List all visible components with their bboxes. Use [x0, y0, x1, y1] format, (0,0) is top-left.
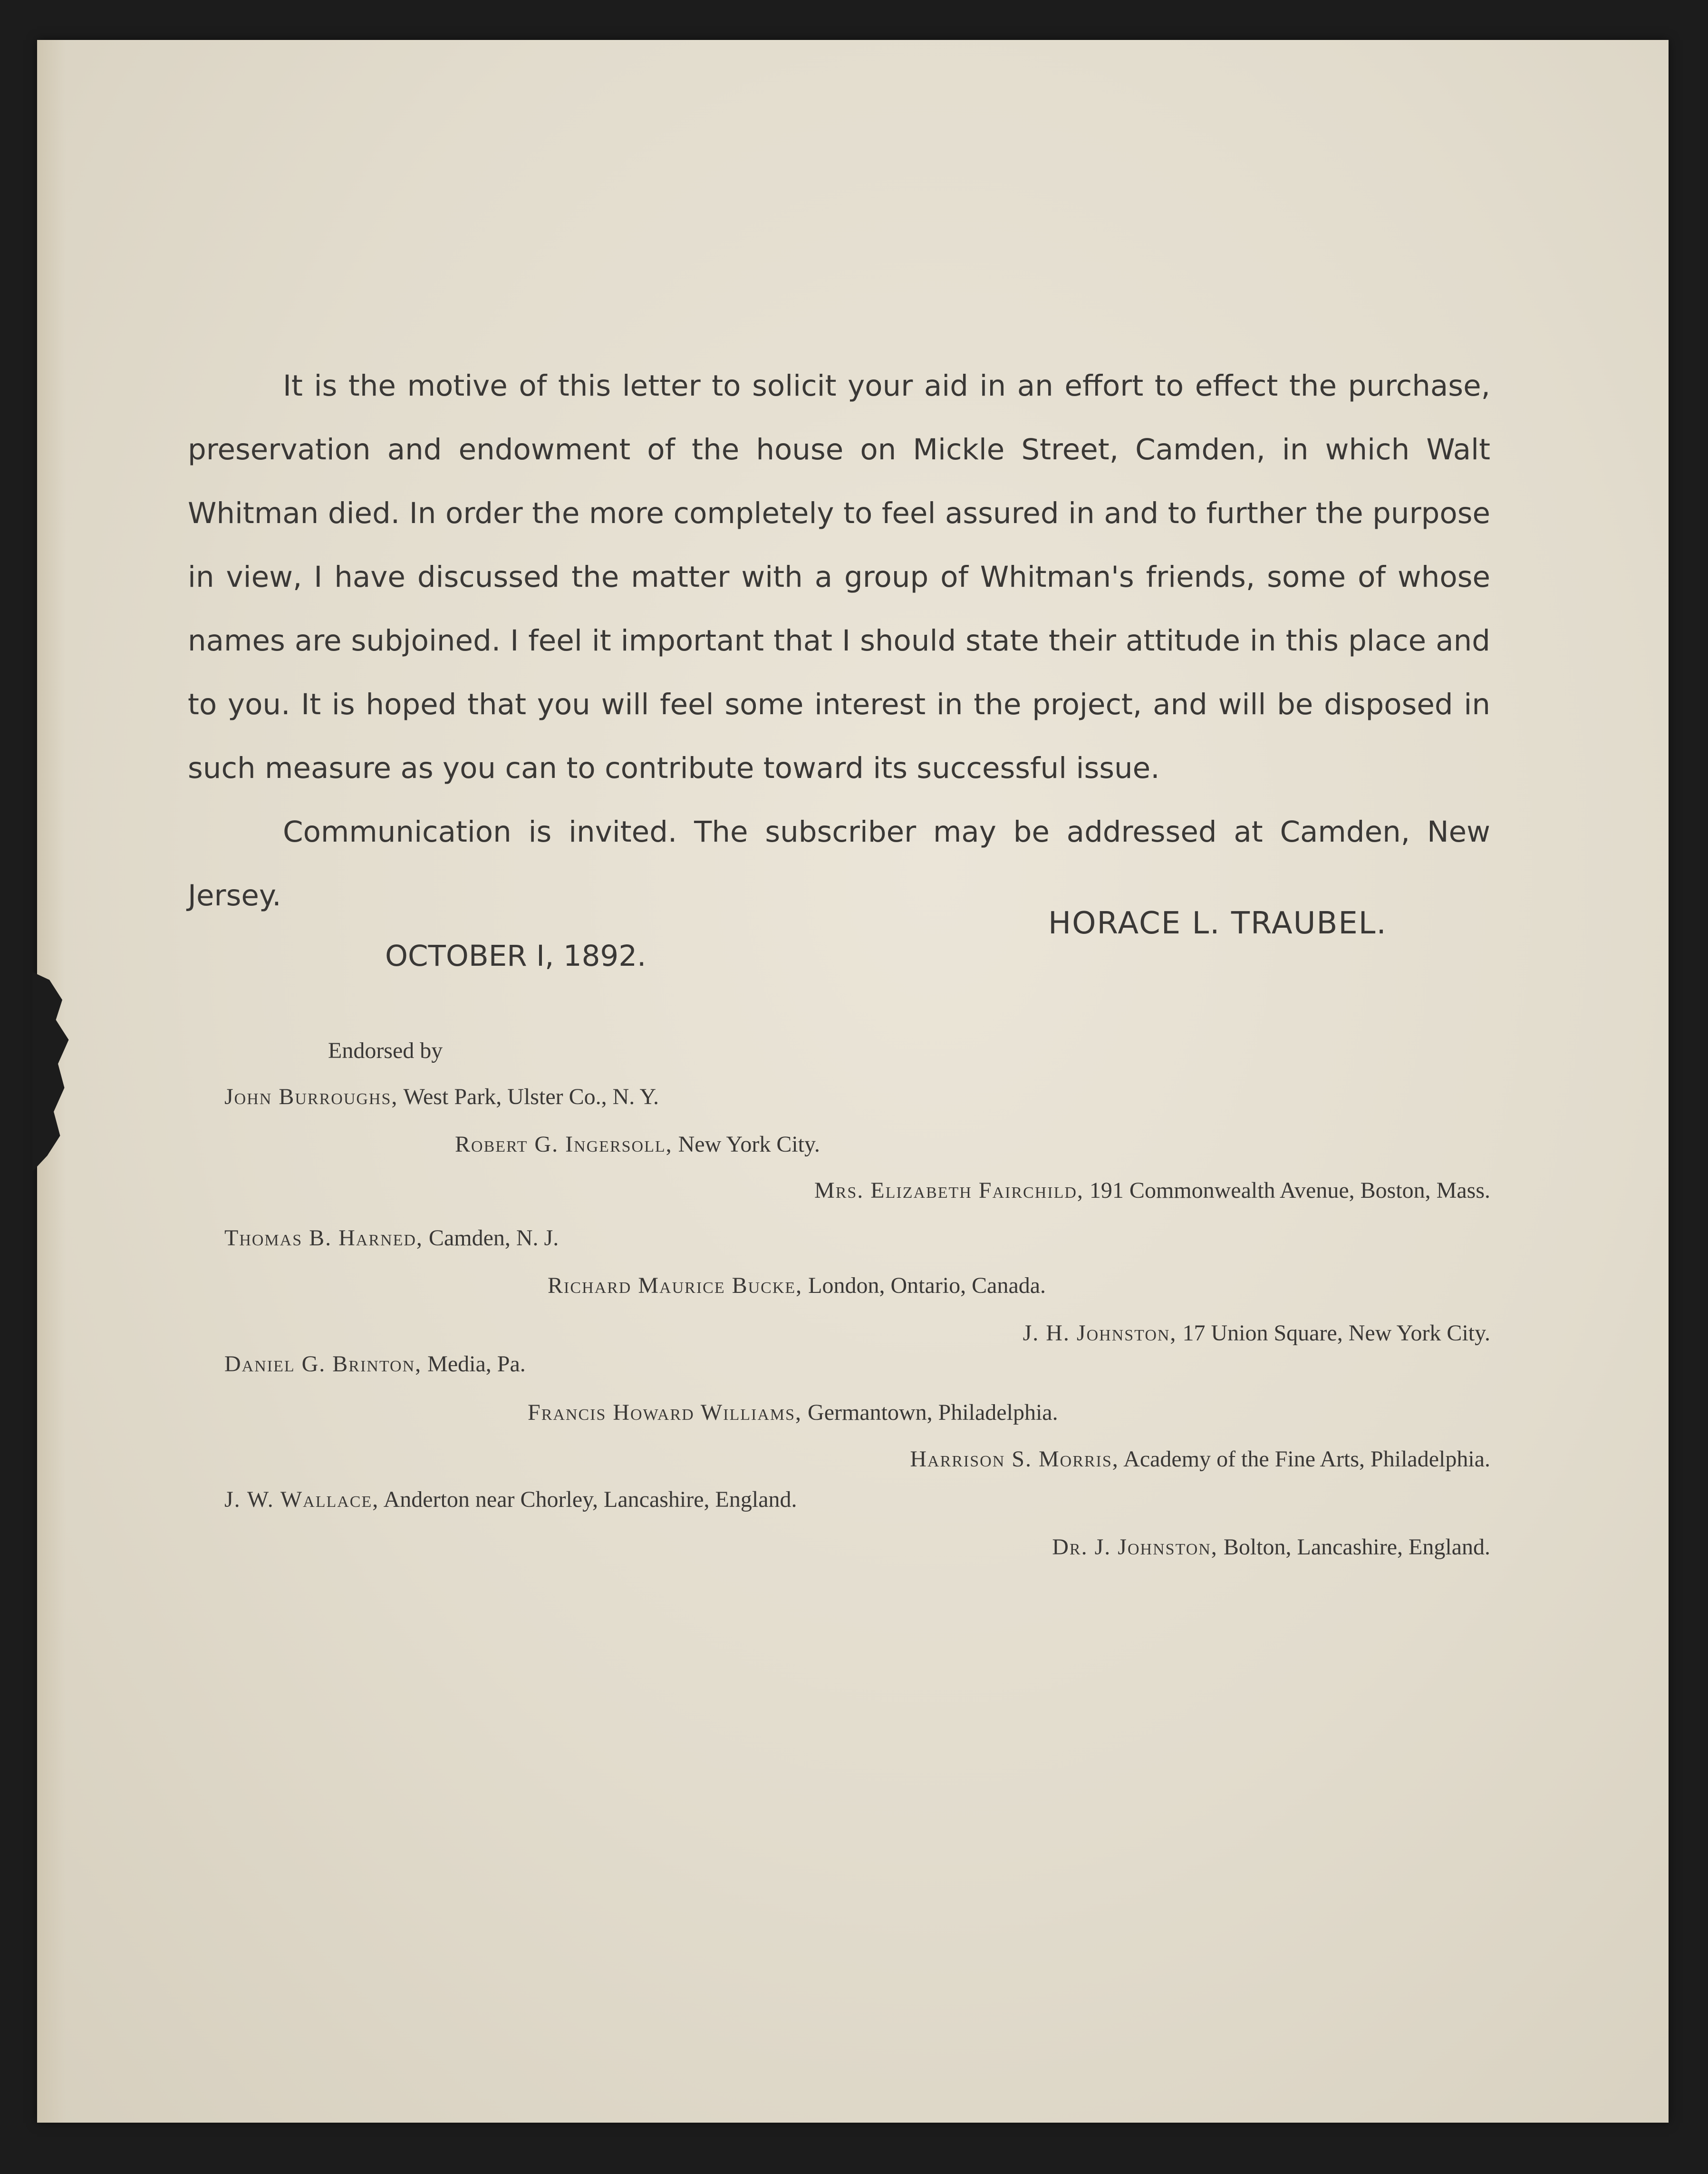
document-page [37, 40, 1669, 2123]
endorser-name: J. H. Johnston, [1023, 1320, 1177, 1346]
endorser-detail: 191 Commonwealth Avenue, Boston, Mass. [1089, 1178, 1490, 1203]
endorser-name: Robert G. Ingersoll, [455, 1132, 673, 1157]
endorser-line [224, 1353, 526, 1376]
endorser-detail: Bolton, Lancashire, England. [1223, 1534, 1490, 1560]
endorser-line [814, 1179, 1490, 1202]
endorser-name: J. W. Wallace, [224, 1487, 379, 1512]
endorser-detail: West Park, Ulster Co., N. Y. [403, 1084, 659, 1109]
endorser-detail: New York City. [678, 1132, 820, 1157]
endorser-name: Daniel G. Brinton, [224, 1351, 422, 1377]
endorser-name: Harrison S. Morris, [910, 1446, 1119, 1472]
endorser-detail: Camden, N. J. [428, 1225, 559, 1251]
letter-date: OCTOBER I, 1892. [385, 939, 647, 973]
letter-paragraph-1: It is the motive of this letter to solicit your aid in an effort to effect the purchase, preservation and endowment of the house on Mickle Street, Camden, in which Walt Whitman died. In order the more completely to feel assured in and to further the purpose in view, I have discussed the matter with a group of Whitman's friends, some of whose names are subjoined. I feel it important that I should state their attitude in this place and to you. It is hoped that you will feel some interest in the project, and will be disposed in such measure as you can to contribute toward its successful issue. [188, 369, 1490, 785]
endorser-line [910, 1448, 1490, 1471]
endorser-line [224, 1086, 659, 1108]
endorser-name: Dr. J. Johnston, [1052, 1534, 1218, 1560]
endorser-line [1052, 1536, 1490, 1559]
signature: HORACE L. TRAUBEL. [1048, 906, 1387, 941]
endorser-line [455, 1133, 820, 1156]
endorser-name: Mrs. Elizabeth Fairchild, [814, 1178, 1084, 1203]
endorser-detail: Anderton near Chorley, Lancashire, England. [383, 1487, 797, 1512]
endorser-detail: Germantown, Philadelphia. [808, 1400, 1058, 1425]
endorser-detail: London, Ontario, Canada. [808, 1273, 1046, 1298]
endorser-name: Richard Maurice Bucke, [548, 1273, 803, 1298]
endorser-line [224, 1488, 797, 1511]
endorser-detail: 17 Union Square, New York City. [1182, 1320, 1490, 1346]
endorser-name: Francis Howard Williams, [528, 1400, 802, 1425]
endorser-line [1023, 1322, 1490, 1345]
letter-paragraph-2: Communication is invited. The subscriber may be addressed at Camden, New Jersey. [188, 815, 1490, 912]
endorser-line [528, 1401, 1058, 1424]
endorser-line [548, 1274, 1046, 1297]
endorser-detail: Academy of the Fine Arts, Philadelphia. [1123, 1446, 1490, 1472]
endorser-name: Thomas B. Harned, [224, 1225, 423, 1251]
endorser-line [224, 1227, 559, 1250]
endorser-name: John Burroughs, [224, 1084, 398, 1109]
endorsed-by-heading: Endorsed by [328, 1038, 443, 1063]
letter-body [188, 354, 1490, 928]
endorser-detail: Media, Pa. [427, 1351, 526, 1377]
torn-edge [32, 972, 75, 1172]
